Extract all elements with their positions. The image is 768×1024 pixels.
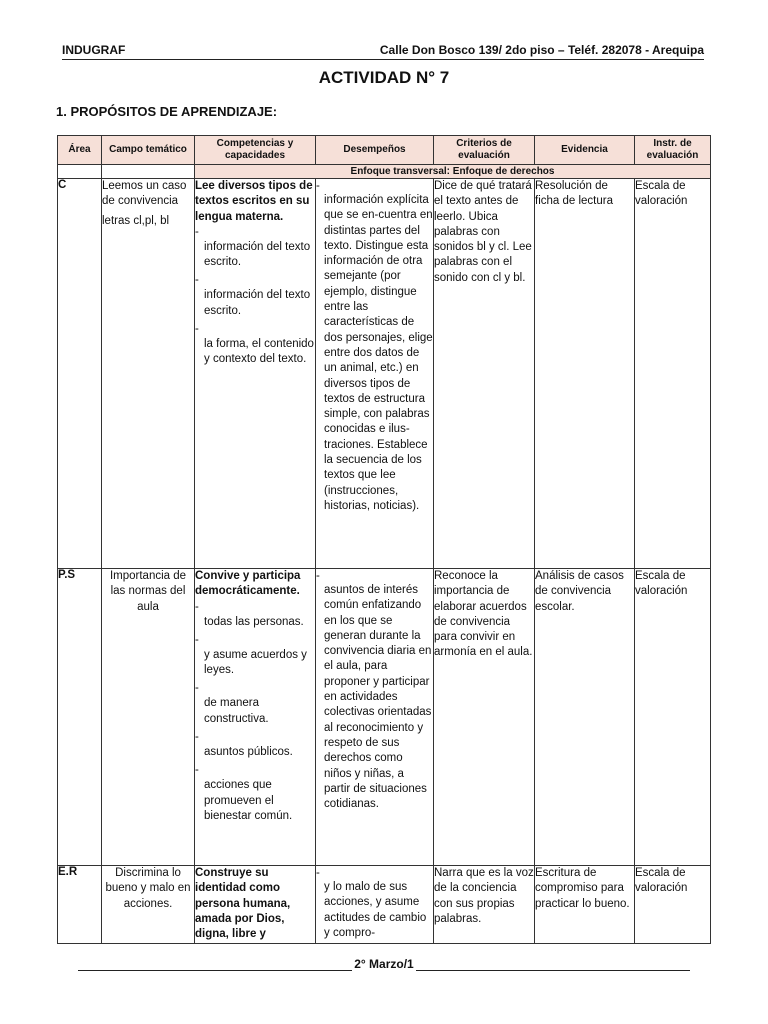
capacidades-list: - información del texto escrito. - información del texto escrito. - la forma, el contenido y contexto del texto. — [195, 225, 315, 368]
desempeno-text: asuntos de interés común enfatizando en los que se generan durante la convivencia diaria en el aula, para proponer y participar en actividades colectivas orientadas al reconocimiento y respeto de sus derechos como niños y niñas, a partir de situaciones cotidianas. — [324, 584, 432, 811]
page-title: ACTIVIDAD N° 7 — [318, 68, 450, 87]
instrumento: Escala de valoración — [635, 569, 711, 866]
table-row — [58, 569, 711, 866]
area-code: E.R — [58, 866, 102, 944]
capacidad-item: de manera constructiva. — [204, 697, 269, 725]
competencia-title: Lee diversos tipos de textos escritos en su lengua materna. — [195, 180, 313, 223]
table-header-row — [58, 136, 711, 165]
criterio: Dice de qué tratará el texto antes de leerlo. Ubica palabras con sonidos bl y cl. Lee palabras con el sonido con cl y bl. — [434, 179, 535, 569]
campo-line: Leemos un caso de convivencia — [102, 180, 187, 208]
evidencia: Escritura de compromiso para practicar lo bueno. — [535, 866, 635, 944]
competencia — [195, 866, 316, 944]
header-desempenos: Desempeños — [316, 136, 434, 165]
capacidades-list: - todas las personas. - y asume acuerdos y leyes. - de manera constructiva. - asuntos públicos. - acciones que promueven el bienestar común. — [195, 600, 315, 825]
header-instrumento: Instr. de evaluación — [635, 136, 711, 165]
footer-date: 2° Marzo/1 — [354, 957, 414, 971]
capacidad-item: asuntos públicos. — [204, 746, 293, 759]
page-header — [62, 43, 704, 60]
desempeno: - asuntos de interés común enfatizando en los que se generan durante la convivencia diaria en el aula, para proponer y participar en actividades colectivas orientadas al reconocimiento y respeto de sus derechos como niños y niñas, a partir de situaciones cotidianas. — [316, 569, 434, 866]
header-criterios: Criterios de evaluación — [434, 136, 535, 165]
competencia — [195, 179, 316, 569]
desempeno-text: y lo malo de sus acciones, y asume actitudes de cambio y compro- — [324, 881, 427, 939]
competencia — [195, 569, 316, 866]
section-title: 1. PROPÓSITOS DE APRENDIZAJE: — [56, 104, 278, 119]
instrumento: Escala de valoración — [635, 866, 711, 944]
campo-tematico: Discrimina lo bueno y malo en acciones. — [102, 866, 195, 944]
instrumento: Escala de valoración — [635, 179, 711, 569]
desempeno-text: información explícita que se en-cuentra en distintas partes del texto. Distingue esta información de otra semejante (por ejemplo, distingue entre las características de dos personajes, elige entre dos datos de un animal, etc.) en diversos tipos de textos de estructura simple, con palabras conocidas e ilus-traciones. Establece la secuencia de los textos que lee (instrucciones, historias, noticias). — [324, 194, 433, 512]
page-footer — [78, 956, 690, 971]
publisher-name: INDUGRAF — [62, 43, 126, 57]
competencia-title: Convive y participa democráticamente. — [195, 570, 301, 598]
criterio: Narra que es la voz de la conciencia con sus propias palabras. — [434, 866, 535, 944]
competencia-title: Construye su identidad como persona humana, amada por Dios, digna, libre y — [195, 867, 291, 941]
header-campo: Campo temático — [102, 136, 195, 165]
area-code: P.S — [58, 569, 102, 866]
header-competencias: Competencias y capacidades — [195, 136, 316, 165]
table-row — [58, 179, 711, 569]
learning-purposes-table — [57, 135, 711, 944]
capacidad-item: información del texto escrito. — [204, 240, 311, 269]
header-evidencia: Evidencia — [535, 136, 635, 165]
campo-tematico — [102, 179, 195, 569]
capacidad-item: y asume acuerdos y leyes. — [204, 648, 307, 677]
evidencia: Resolución de ficha de lectura — [535, 179, 635, 569]
header-area: Área — [58, 136, 102, 165]
desempeno: - información explícita que se en-cuentra en distintas partes del texto. Distingue esta información de otra semejante (por ejemplo, distingue entre las características de dos personajes, elige entre dos datos de un animal, etc.) en diversos tipos de textos de estructura simple, con palabras conocidas e ilus-traciones. Establece la secuencia de los textos que lee (instrucciones, historias, noticias). — [316, 179, 434, 569]
capacidad-item: todas las personas. — [204, 615, 304, 628]
evidencia: Análisis de casos de convivencia escolar. — [535, 569, 635, 866]
enfoque-row — [58, 165, 711, 179]
campo-line: letras cl,pl, bl — [102, 214, 170, 227]
desempeno: - y lo malo de sus acciones, y asume actitudes de cambio y compro- — [316, 866, 434, 944]
capacidad-item: la forma, el contenido y contexto del texto. — [204, 338, 314, 366]
capacidad-item: información del texto escrito. — [204, 289, 311, 317]
area-code: C — [58, 179, 102, 569]
criterio: Reconoce la importancia de elaborar acuerdos de convivencia para convivir en armonía en el aula. — [434, 569, 535, 866]
capacidad-item: acciones que promueven el bienestar común. — [204, 779, 293, 822]
publisher-address: Calle Don Bosco 139/ 2do piso – Teléf. 282078 - Arequipa — [379, 43, 704, 57]
table-row — [58, 866, 711, 944]
campo-tematico: Importancia de las normas del aula — [102, 569, 195, 866]
enfoque-transversal: Enfoque transversal: Enfoque de derechos — [195, 165, 711, 179]
